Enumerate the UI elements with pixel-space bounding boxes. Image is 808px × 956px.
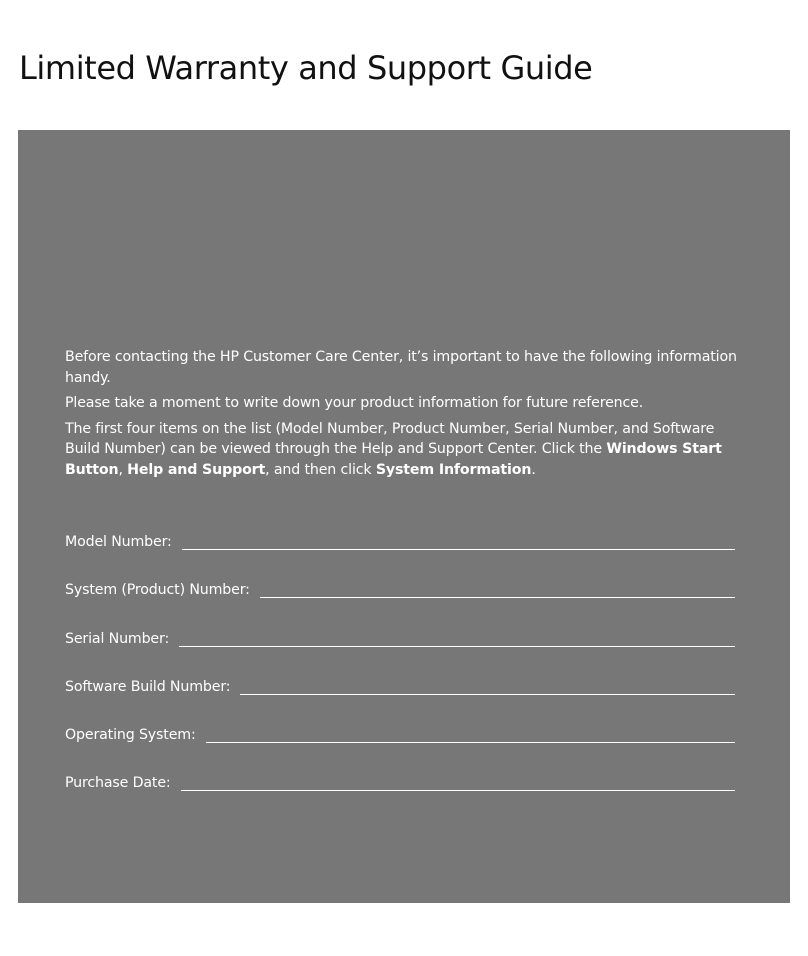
- intro-paragraph-2: Please take a moment to write down your product information for future reference.: [65, 395, 644, 411]
- windows-start-button-label: Windows Start Button: [65, 441, 722, 478]
- page-title: Limited Warranty and Support Guide: [19, 49, 593, 87]
- operating-system-field[interactable]: [206, 741, 735, 743]
- model-number-row: [65, 530, 735, 551]
- serial-number-row: [65, 627, 735, 648]
- software-build-number-field[interactable]: [240, 693, 735, 695]
- software-build-number-row: [65, 675, 735, 696]
- purchase-date-field[interactable]: [181, 789, 735, 791]
- help-and-support-label: Help and Support: [127, 461, 266, 478]
- purchase-date-row: [65, 771, 735, 792]
- model-number-field[interactable]: [182, 548, 735, 550]
- system-information-label: System Information: [375, 461, 532, 478]
- operating-system-row: [65, 723, 735, 744]
- purchase-date-label: Purchase Date:: [65, 775, 171, 792]
- system-product-number-row: [65, 578, 735, 599]
- intro-paragraph-1: Before contacting the HP Customer Care Center, it’s important to have the following information handy.: [65, 349, 737, 386]
- info-panel: [18, 130, 790, 903]
- system-product-number-field[interactable]: [260, 596, 735, 598]
- software-build-number-label: Software Build Number:: [65, 678, 231, 695]
- product-info-form: [65, 530, 735, 820]
- serial-number-label: Serial Number:: [65, 630, 170, 647]
- operating-system-label: Operating System:: [65, 727, 196, 744]
- intro-text: [65, 347, 745, 485]
- intro-text-segment: ,: [118, 461, 128, 478]
- intro-text-segment: .: [531, 461, 536, 478]
- intro-text-segment: The first four items on the list (Model Number, Product Number, Serial Number, and Software Build Number) can be viewed through the Help and Support Center. Click the: [65, 420, 715, 457]
- model-number-label: Model Number:: [65, 534, 172, 550]
- intro-text-segment: , and then click: [265, 461, 376, 478]
- intro-paragraph-3: [65, 419, 745, 481]
- system-product-number-label: System (Product) Number:: [65, 582, 250, 599]
- serial-number-field[interactable]: [179, 645, 735, 647]
